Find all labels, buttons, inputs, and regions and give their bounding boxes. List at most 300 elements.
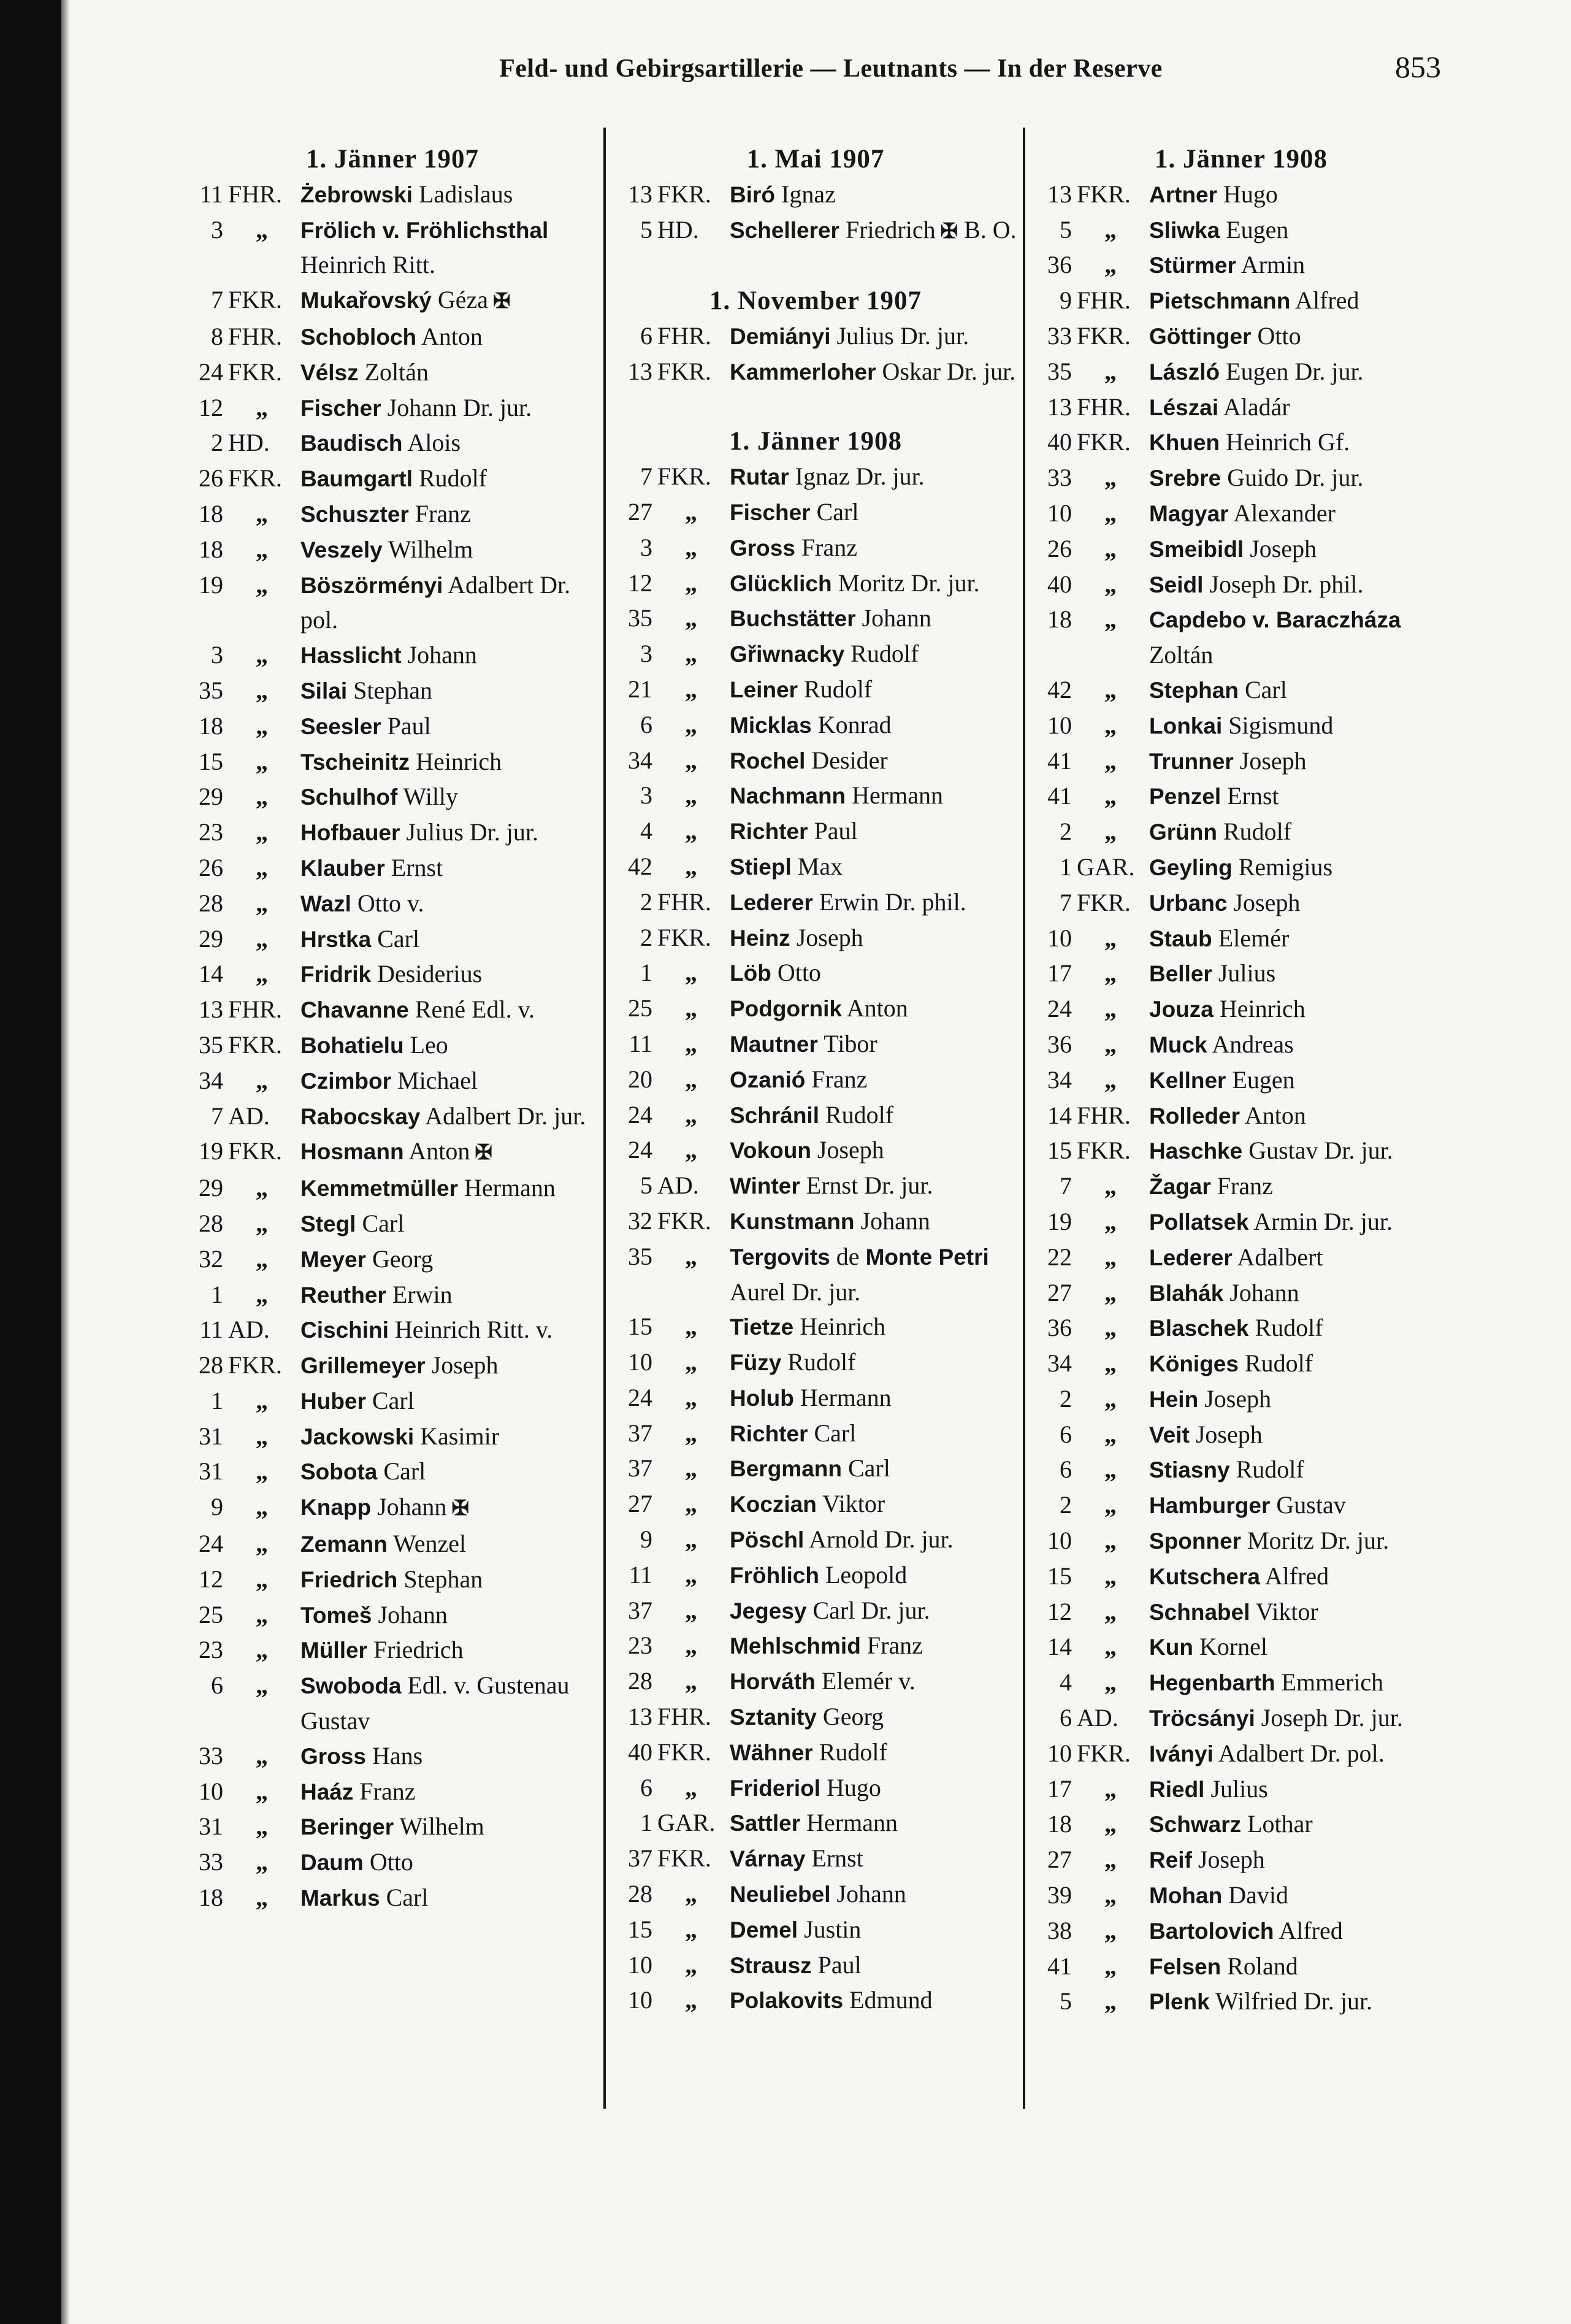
roster-entry [1033, 815, 1450, 850]
surname: Stiasny [1149, 1457, 1230, 1483]
regiment-number: 3 [640, 781, 652, 810]
given-name-and-title: Tibor [824, 1029, 877, 1057]
regiment-number: 2 [1060, 1384, 1072, 1413]
surname: Stiepl [730, 854, 792, 880]
roster-entry [613, 531, 1018, 566]
regiment-number: 41 [1047, 782, 1072, 810]
regiment-number: 26 [199, 464, 223, 493]
surname: Hosmann [300, 1139, 404, 1165]
unit-abbreviation: FKR. [657, 1206, 711, 1235]
regiment-number: 13 [1047, 180, 1072, 208]
surname: Podgornik [730, 996, 842, 1022]
unit-abbreviation: „ [685, 746, 697, 774]
regiment-number: 1 [640, 1809, 652, 1837]
unit-abbreviation: „ [256, 1493, 268, 1521]
officer-name [1149, 532, 1450, 567]
regiment-number: 34 [1047, 1065, 1072, 1094]
given-name-and-title: Arnold Dr. jur. [809, 1525, 954, 1554]
given-name-and-title: Franz [866, 1632, 923, 1660]
given-name-and-title: Heinrich Ritt. v. [394, 1316, 553, 1344]
roster-entry [184, 1348, 601, 1384]
regiment-number: 5 [640, 215, 652, 244]
surname: Veit [1149, 1422, 1190, 1448]
promotion-date-heading: 1. Jänner 1908 [729, 427, 902, 456]
regiment-number: 11 [629, 1560, 652, 1589]
officer-name [730, 566, 1018, 602]
officer-name [1149, 1027, 1450, 1063]
roster-entry [184, 1419, 601, 1455]
roster-entry [613, 1628, 1018, 1664]
surname: Felsen [1149, 1954, 1221, 1979]
roster-entry [184, 957, 601, 992]
surname: Demel [730, 1917, 798, 1942]
unit-abbreviation: „ [1104, 1916, 1117, 1944]
officer-name [300, 532, 601, 568]
surname: Schellerer [730, 217, 839, 243]
regiment-number: 1 [640, 959, 652, 987]
regiment-number: 12 [199, 393, 223, 421]
roster-entry [1033, 1984, 1450, 2020]
roster-entry [184, 1242, 601, 1278]
officer-name [300, 1171, 601, 1206]
officer-name [730, 1700, 1018, 1735]
given-name-and-title: Heinrich Gf. [1226, 428, 1350, 456]
officer-name [1149, 461, 1450, 496]
roster-entry [613, 1912, 1018, 1948]
regiment-number: 9 [1060, 286, 1072, 315]
surname: Baumgartl [300, 466, 413, 492]
unit-abbreviation: „ [256, 1530, 268, 1558]
officer-name [1149, 1488, 1450, 1524]
given-name-and-title: Johann [1229, 1278, 1299, 1306]
unit-abbreviation: „ [685, 1136, 697, 1164]
surname: Knapp [300, 1495, 372, 1521]
roster-entry [613, 213, 1018, 250]
surname: Reuther [300, 1282, 386, 1308]
given-name-and-title: Heinrich Ritt. [300, 251, 435, 279]
officer-name [1149, 1843, 1450, 1878]
unit-abbreviation: „ [685, 781, 697, 810]
given-name-and-title: Joseph [431, 1351, 499, 1379]
roster-entry [613, 1487, 1018, 1522]
surname: Plenk [1149, 1989, 1210, 2015]
unit-abbreviation: „ [256, 1066, 268, 1094]
given-name-and-title: Carl [372, 1386, 415, 1414]
block-spacer [613, 249, 1018, 284]
unit-abbreviation: „ [685, 1383, 697, 1411]
roster-entry [184, 497, 601, 532]
officer-name [1149, 1099, 1450, 1134]
regiment-number: 23 [199, 1636, 223, 1664]
block-spacer [613, 390, 1018, 425]
officer-name [300, 1454, 601, 1490]
unit-abbreviation: „ [1104, 924, 1117, 952]
given-name-and-title: Joseph [1250, 534, 1317, 562]
unit-abbreviation: „ [1104, 818, 1117, 846]
roster-entry [1033, 1807, 1450, 1843]
given-name-and-title: Hermann [464, 1174, 556, 1202]
regiment-number: 26 [199, 853, 223, 881]
unit-abbreviation: „ [1104, 1243, 1117, 1271]
unit-abbreviation: „ [256, 1671, 268, 1700]
surname: Hasslicht [300, 643, 402, 669]
roster-entry [184, 1313, 601, 1348]
given-name-and-title: Justin [804, 1915, 862, 1943]
given-name-and-title: Sigismund [1228, 711, 1334, 739]
unit-abbreviation: „ [685, 497, 697, 526]
given-name-and-title: Carl [383, 1457, 426, 1486]
officer-name [730, 1841, 1018, 1877]
officer-name [300, 497, 601, 532]
surname: Sponner [1149, 1528, 1242, 1554]
officer-name [730, 1558, 1018, 1593]
officer-name [730, 1593, 1018, 1629]
unit-abbreviation: GAR. [1077, 853, 1135, 881]
given-name-and-title: Carl [362, 1209, 405, 1237]
unit-abbreviation: FKR. [1077, 180, 1131, 208]
regiment-number: 9 [640, 1525, 652, 1554]
regiment-number: 13 [628, 1703, 652, 1731]
unit-abbreviation: „ [256, 1812, 268, 1841]
officer-name [730, 1098, 1018, 1133]
unit-abbreviation: FKR. [657, 462, 711, 491]
given-name-and-title: Joseph [1239, 746, 1307, 775]
unit-abbreviation: FHR. [657, 888, 711, 916]
given-name-and-title: Joseph [1204, 1384, 1272, 1413]
officer-name [300, 1562, 601, 1598]
regiment-number: 2 [1060, 1491, 1072, 1519]
roster-entry [613, 1806, 1018, 1841]
given-name-and-title: Carl [814, 1419, 857, 1447]
unit-abbreviation: „ [685, 852, 697, 880]
officer-name [1149, 1133, 1450, 1169]
officer-name [1149, 1417, 1450, 1453]
roster-entry [1033, 779, 1450, 815]
roster-entry [613, 1700, 1018, 1735]
surname: Várnay [730, 1846, 806, 1872]
unit-abbreviation: FKR. [228, 1137, 282, 1165]
regiment-number: 37 [628, 1419, 652, 1447]
given-name-and-title: Rudolf [1255, 1314, 1323, 1342]
given-name-and-title: Ernst [1227, 782, 1279, 810]
given-name-and-title: Oskar Dr. jur. [882, 357, 1016, 385]
surname: Beller [1149, 961, 1212, 987]
regiment-number: 1 [211, 1280, 223, 1308]
surname: Gřiwnacky [730, 642, 845, 667]
surname-part: Petri [938, 1244, 989, 1270]
roster-entry [613, 495, 1018, 531]
officer-name [1149, 425, 1450, 461]
surname: Mukařovský [300, 288, 432, 313]
officer-name [1149, 886, 1450, 921]
roster-entry [184, 1064, 601, 1099]
given-name-and-title: Julius Dr. jur. [406, 818, 538, 846]
unit-abbreviation: „ [256, 1884, 268, 1912]
surname: Schuszter [300, 501, 409, 527]
regiment-number: 18 [1047, 1810, 1072, 1838]
unit-abbreviation: „ [256, 818, 268, 846]
officer-name [300, 1668, 601, 1739]
unit-abbreviation: „ [256, 924, 268, 953]
officer-name [730, 885, 1018, 921]
unit-abbreviation: „ [1104, 1384, 1117, 1413]
unit-abbreviation: FKR. [228, 286, 282, 314]
officer-name [730, 1522, 1018, 1558]
surname: Žagar [1149, 1174, 1211, 1200]
given-name-and-title: Johann Dr. jur. [387, 393, 532, 421]
regiment-number: 22 [1047, 1243, 1072, 1271]
officer-name [730, 1204, 1018, 1240]
unit-abbreviation: „ [685, 1950, 697, 1979]
surname: Wazl [300, 891, 351, 916]
officer-name [300, 1134, 601, 1171]
given-name-and-title: Johann [860, 1206, 930, 1235]
roster-entry [184, 1206, 601, 1242]
roster-entry [184, 709, 601, 745]
given-name-and-title: Alfred [1295, 286, 1359, 315]
surname: Stephan [1149, 677, 1239, 703]
unit-abbreviation: „ [685, 1454, 697, 1482]
roster-entry [184, 1171, 601, 1206]
officer-name [300, 1633, 601, 1668]
given-name-and-title: Ignaz [781, 180, 836, 208]
regiment-number: 7 [640, 462, 652, 491]
officer-name [1149, 1452, 1450, 1488]
roster-entry [613, 1593, 1018, 1629]
given-name-and-title: Guido Dr. jur. [1227, 464, 1364, 492]
regiment-number: 11 [199, 180, 223, 208]
roster-entry [613, 1168, 1018, 1204]
roster-entry [1033, 1417, 1450, 1453]
officer-name [1149, 496, 1450, 532]
officer-name [730, 814, 1018, 849]
surname: Hrstka [300, 926, 372, 952]
unit-abbreviation: HD. [228, 429, 270, 457]
given-name-and-title: Otto [1257, 321, 1301, 350]
officer-name [1149, 1736, 1450, 1772]
roster-entry [613, 1027, 1018, 1062]
officer-name [300, 391, 601, 426]
regiment-number: 1 [211, 1386, 223, 1414]
surname: Staub [1149, 926, 1212, 951]
regiment-number: 28 [199, 889, 223, 917]
surname: Friedrich [300, 1567, 398, 1592]
surname-part: Monte [865, 1244, 933, 1270]
regiment-number: 24 [1047, 995, 1072, 1023]
roster-entry [613, 1416, 1018, 1452]
surname: Rochel [730, 748, 806, 773]
unit-abbreviation: FHR. [1077, 393, 1131, 421]
officer-name [1149, 1169, 1450, 1205]
given-name-and-title: Armin [1240, 251, 1305, 279]
military-cross-icon: ✠ [493, 290, 511, 313]
roster-entry [184, 1028, 601, 1064]
given-name-and-title: Wilhelm [388, 535, 473, 563]
officer-name [1149, 1524, 1450, 1559]
given-name-and-title: Paul [814, 817, 858, 845]
given-name-and-title: Gustav [1276, 1491, 1346, 1519]
regiment-number: 37 [628, 1596, 652, 1624]
surname: Leiner [730, 677, 798, 702]
given-name-and-title: Erwin [392, 1280, 453, 1308]
unit-abbreviation: „ [256, 1422, 268, 1450]
given-name-and-title: Stephan [403, 1565, 483, 1593]
roster-entry [184, 213, 601, 283]
officer-name [300, 922, 601, 957]
roster-entry [1033, 1027, 1450, 1063]
surname: Geyling [1149, 854, 1233, 880]
unit-abbreviation: „ [685, 1596, 697, 1624]
officer-name [1149, 1311, 1450, 1346]
officer-name [1149, 744, 1450, 780]
roster-entry [184, 283, 601, 320]
officer-name [1149, 992, 1450, 1027]
roster-entry [613, 991, 1018, 1027]
unit-abbreviation: „ [685, 1632, 697, 1660]
given-name-and-title: Géza [437, 286, 489, 314]
given-name-and-title: Kornel [1199, 1633, 1268, 1661]
regiment-number: 6 [211, 1671, 223, 1700]
roster-entry [613, 1381, 1018, 1416]
surname: Polakovits [730, 1988, 844, 2014]
roster-entry [1033, 1240, 1450, 1276]
surname: Jouza [1149, 997, 1214, 1022]
given-name-and-title: Adalbert Dr. pol. [1218, 1739, 1385, 1767]
regiment-number: 15 [628, 1313, 652, 1341]
roster-entry [613, 459, 1018, 495]
regiment-number: 41 [1047, 1952, 1072, 1980]
officer-name [300, 638, 601, 673]
roster-entry [1033, 1205, 1450, 1240]
regiment-number: 35 [199, 676, 223, 704]
given-name-and-title: Moritz Dr. jur. [838, 569, 980, 597]
regiment-number: 10 [1047, 924, 1072, 952]
roster-entry [613, 1841, 1018, 1877]
surname: Frideriol [730, 1775, 821, 1801]
regiment-number: 7 [1060, 888, 1072, 916]
given-name-and-title: Viktor [822, 1490, 885, 1518]
given-name-and-title: Alois [407, 429, 461, 457]
unit-abbreviation: „ [256, 641, 268, 669]
unit-abbreviation: „ [256, 1386, 268, 1414]
unit-abbreviation: FHR. [228, 995, 282, 1024]
roster-column-1 [184, 142, 601, 1916]
roster-entry [1033, 992, 1450, 1027]
surname: Klauber [300, 855, 385, 881]
given-name-and-title: Elemér [1218, 924, 1290, 952]
officer-name [300, 461, 601, 497]
regiment-number: 8 [211, 322, 223, 350]
surname: Gross [300, 1743, 366, 1769]
roster-entry [613, 885, 1018, 921]
surname: Richter [730, 1421, 808, 1446]
regiment-number: 27 [628, 497, 652, 526]
given-name-and-title: Zoltán [364, 358, 429, 386]
surname: Mohan [1149, 1883, 1223, 1909]
officer-name [1149, 815, 1450, 850]
officer-name [1149, 1382, 1450, 1417]
surname: Kammerloher [730, 359, 876, 385]
given-name-and-title: Moritz Dr. jur. [1247, 1527, 1389, 1555]
roster-entry [1033, 248, 1450, 283]
regiment-number: 6 [640, 710, 652, 738]
officer-name [300, 177, 601, 213]
unit-abbreviation: „ [685, 569, 697, 597]
roster-entry [613, 566, 1018, 602]
surname: Jegesy [730, 1598, 807, 1624]
regiment-number: 10 [628, 1986, 652, 2014]
regiment-number: 23 [199, 818, 223, 846]
officer-name [730, 1062, 1018, 1098]
roster-entry [1033, 1063, 1450, 1099]
unit-abbreviation: FKR. [228, 358, 282, 386]
roster-entry [1033, 1524, 1450, 1559]
regiment-number: 5 [1060, 1987, 1072, 2015]
surname: Tröcsányi [1149, 1706, 1255, 1731]
surname: Swoboda [300, 1673, 402, 1699]
surname: Löb [730, 961, 771, 986]
roster-entry [184, 426, 601, 461]
officer-name [730, 355, 1018, 390]
roster-entry [184, 391, 601, 426]
officer-name [730, 1806, 1018, 1841]
regiment-number: 10 [1047, 1739, 1072, 1767]
surname: Smeibidl [1149, 536, 1244, 562]
given-name-and-title: Wilhelm [399, 1812, 484, 1841]
surname: Bartolovich [1149, 1918, 1274, 1944]
surname: Fröhlich [730, 1562, 819, 1588]
surname: Czimbor [300, 1068, 391, 1094]
unit-abbreviation: „ [1104, 251, 1117, 279]
given-name-and-title: Stephan [353, 676, 432, 704]
roster-entry [184, 1134, 601, 1171]
given-name-and-title: Joseph [1198, 1846, 1265, 1874]
officer-name [1149, 1878, 1450, 1914]
surname: Demiányi [730, 323, 831, 349]
surname: Strausz [730, 1952, 812, 1978]
officer-name [300, 1278, 601, 1313]
surname: Schulhof [300, 784, 398, 810]
surname: Frölich v. Fröhlichsthal [300, 217, 549, 243]
surname: Trunner [1149, 748, 1234, 774]
regiment-number: 27 [628, 1490, 652, 1518]
given-name-and-title: Joseph [1195, 1420, 1263, 1448]
officer-name [730, 849, 1018, 885]
roster-entry [184, 355, 601, 391]
roster-entry [184, 1668, 601, 1739]
unit-abbreviation: „ [1104, 1207, 1117, 1235]
regiment-number: 42 [628, 852, 652, 880]
officer-name [730, 1664, 1018, 1700]
regiment-number: 25 [628, 994, 652, 1022]
surname: Hegenbarth [1149, 1670, 1275, 1696]
roster-entry [613, 814, 1018, 849]
surname: Grillemeyer [300, 1353, 426, 1379]
officer-name [730, 177, 1018, 213]
given-name-and-title: Franz [801, 533, 858, 561]
unit-abbreviation: FKR. [228, 1030, 282, 1059]
roster-entry [184, 1490, 601, 1527]
officer-name [730, 1948, 1018, 1984]
roster-entry [613, 956, 1018, 991]
given-name-and-title: Eugen [1226, 215, 1289, 244]
officer-name [730, 1912, 1018, 1948]
unit-abbreviation: „ [256, 1209, 268, 1237]
promotion-date-heading: 1. Jänner 1907 [306, 145, 479, 174]
roster-entry [613, 637, 1018, 672]
roster-entry [613, 1664, 1018, 1700]
roster-entry [184, 851, 601, 886]
